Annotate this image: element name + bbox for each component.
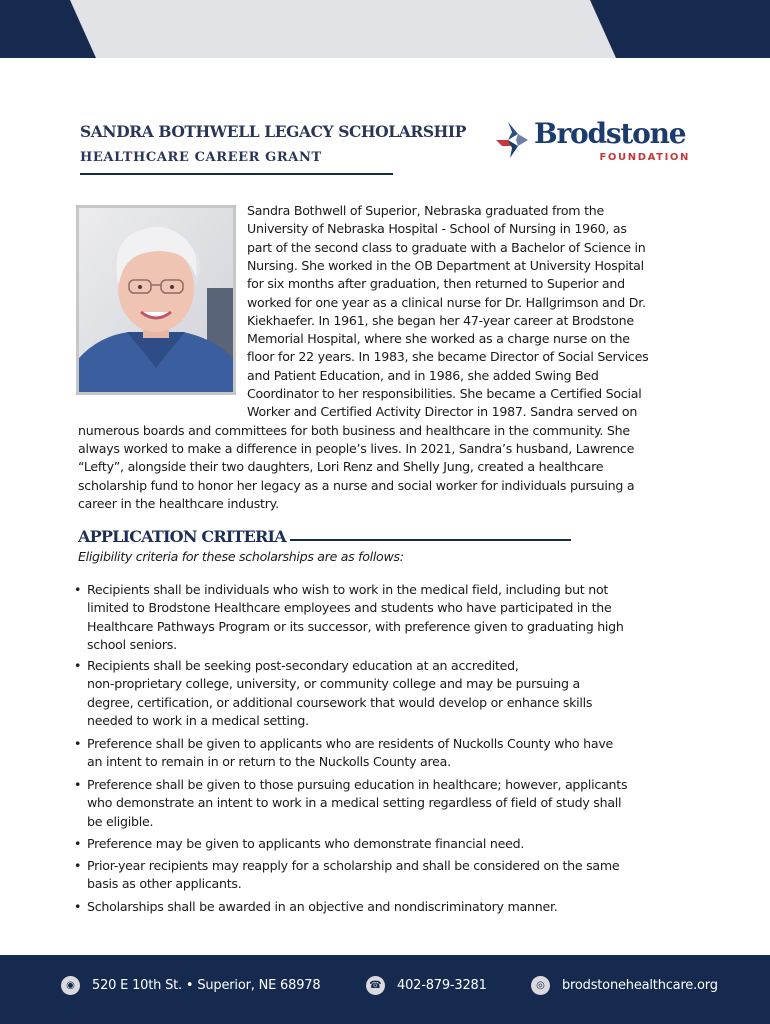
bio-line: and Patient Education, and in 1986, she added Swing Bed [247,367,599,383]
bio-line: numerous boards and committees for both business and healthcare in the community. She [78,422,630,438]
criteria-item [74,835,714,853]
criteria-intro: Eligibility criteria for these scholarships are as follows: [78,549,404,564]
criteria-line: basis as other applicants. [87,876,242,892]
bio-line: for six months after graduation, then returned to Superior and [247,276,625,292]
bullet: • [74,736,82,751]
bio-line: Nursing. She worked in the OB Department at University Hospital [247,257,644,273]
bio-line: always worked to make a difference in people’s lives. In 2021, Sandra’s husband, Lawrence [78,440,635,456]
brodstone-foundation-logo [494,118,694,168]
criteria-item [74,657,714,730]
criteria-line: an intent to remain in or return to the Nuckolls County area. [87,754,451,770]
bio-line: worked for one year as a clinical nurse for Dr. Hallgrimson and Dr. [247,294,646,310]
bullet: • [74,658,82,673]
criteria-line: Preference shall be given to those pursuing education in healthcare; however, applicants [87,777,628,792]
bullet: • [74,858,82,873]
criteria-line: Healthcare Pathways Program or its successor, with preference given to graduating high [87,618,624,634]
title-divider [80,173,393,175]
criteria-item [74,898,714,916]
criteria-line: needed to work in a medical setting. [87,712,309,728]
phone-icon: ☎ [366,976,385,995]
criteria-line: Scholarships shall be awarded in an objective and nondiscriminatory manner. [87,899,558,914]
footer-website-link[interactable] [531,972,718,998]
bio-line: Memorial Hospital, where she worked as a charge nurse on the [247,331,630,347]
bullet: • [74,836,82,851]
bullet: • [74,899,82,914]
bio-line: University of Nebraska Hospital - School of Nursing in 1960, as [247,221,627,237]
footer-address [61,972,320,998]
criteria-item [74,857,714,894]
scholarship-subtitle: HEALTHCARE CAREER GRANT [80,150,322,165]
footer-phone[interactable] [366,972,487,998]
top-banner [0,0,770,58]
portrait-photo [76,205,236,395]
criteria-line: Recipients shall be seeking post-secondary education at an accredited, [87,658,519,673]
bio-line: part of the second class to graduate with a Bachelor of Science in [247,239,646,255]
logo-mark-icon [494,120,530,160]
criteria-line: Preference may be given to applicants who demonstrate financial need. [87,836,525,851]
criteria-item [74,776,714,831]
footer [0,955,770,1024]
criteria-line: school seniors. [87,636,177,652]
criteria-line: Prior-year recipients may reapply for a scholarship and shall be considered on the same [87,858,620,873]
bio-line: Coordinator to her responsibilities. She became a Certified Social [247,386,642,401]
website-text: brodstonehealthcare.org [562,977,718,993]
logo-subtitle: FOUNDATION [599,152,690,163]
criteria-line: Recipients shall be individuals who wish to work in the medical field, including but not [87,582,609,597]
criteria-line: who demonstrate an intent to work in a medical setting regardless of field of study shall [87,795,622,811]
bio-line: career in the healthcare industry. [78,495,279,511]
bullet: • [74,582,82,597]
bio-line: “Lefty”, alongside their two daughters, Lori Renz and Shelly Jung, created a healthcare [78,459,604,475]
bullet: • [74,777,82,792]
bio-line: floor for 22 years. In 1983, she became Director of Social Services [247,349,649,365]
bio-line: Sandra Bothwell of Superior, Nebraska graduated from the [247,203,604,218]
location-pin-icon: ◉ [61,976,80,995]
globe-icon: ◎ [531,976,550,995]
criteria-heading: APPLICATION CRITERIA [78,527,286,546]
criteria-item [74,581,714,654]
criteria-line: be eligible. [87,813,154,829]
criteria-divider [290,539,571,541]
bio-line: Kiekhaefer. In 1961, she began her 47-year career at Brodstone [247,312,634,328]
criteria-line: degree, certification, or additional coursework that would develop or enhance skills [87,694,593,710]
logo-name: Brodstone [534,117,686,150]
address-text: 520 E 10th St. • Superior, NE 68978 [92,977,321,993]
bio-line: scholarship fund to honor her legacy as a nurse and social worker for individuals pursuing a [78,477,635,493]
criteria-line: non-proprietary college, university, or community college and may be pursuing a [87,676,580,692]
criteria-item [74,735,714,772]
criteria-line: limited to Brodstone Healthcare employees and students who have participated in the [87,600,612,616]
phone-text: 402-879-3281 [397,977,487,993]
scholarship-title: SANDRA BOTHWELL LEGACY SCHOLARSHIP [80,122,467,141]
bio-line: Worker and Certified Activity Director in 1987. Sandra served on [247,404,638,420]
criteria-line: Preference shall be given to applicants who are residents of Nuckolls County who have [87,736,614,751]
